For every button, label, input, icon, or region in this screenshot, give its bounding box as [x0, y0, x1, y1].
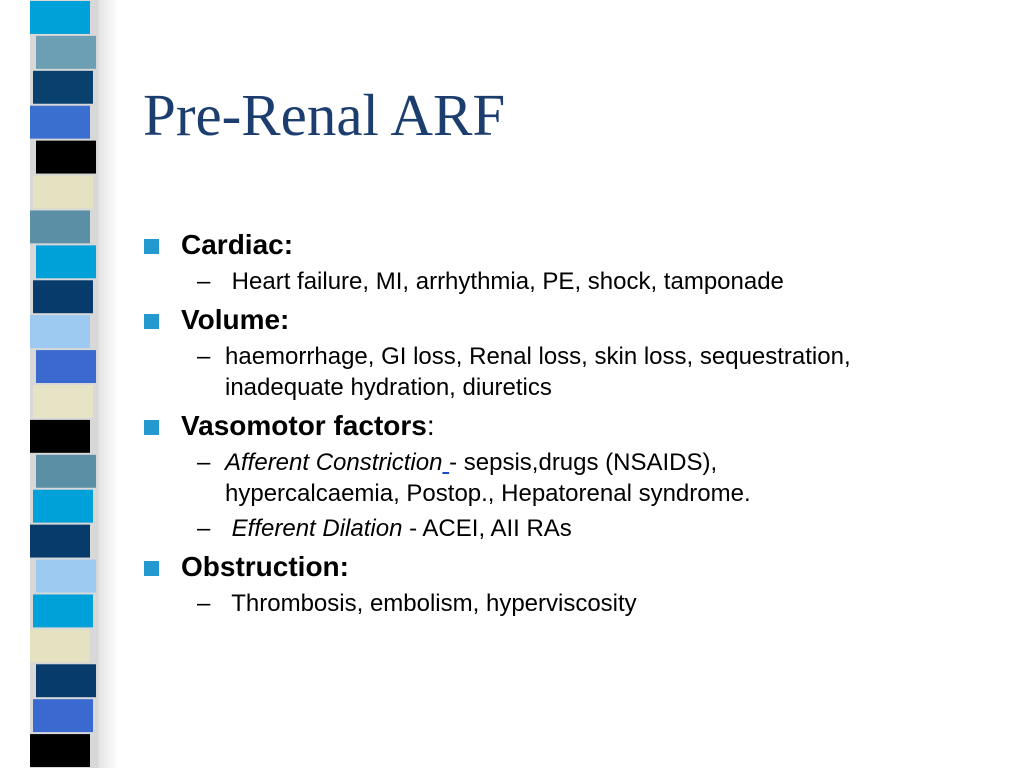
sub-bullet-text: haemorrhage, GI loss, Renal loss, skin loss, sequestration, inadequate hydration, diuretics [225, 343, 851, 401]
bullet-label: Volume: [181, 304, 290, 335]
bullet-item-volume [142, 301, 1002, 339]
square-bullet-icon [144, 314, 159, 329]
sub-bullet-item [142, 513, 1002, 544]
strip-block [30, 420, 90, 453]
decorative-color-strip [0, 0, 120, 768]
bullet-item-vasomotor [142, 407, 1002, 445]
square-bullet-icon [144, 561, 159, 576]
bullet-label [181, 410, 435, 441]
bullet-label-text: Vasomotor factors [181, 410, 427, 441]
sub-bullet-text: - sepsis,drugs (NSAIDS), hypercalcaemia, Postop., Hepatorenal syndrome. [225, 449, 751, 507]
strip-block [30, 629, 90, 662]
strip-block [33, 699, 93, 732]
bullet-list [142, 226, 1002, 623]
sub-bullet-item [142, 341, 1002, 403]
sub-bullet-item [142, 447, 1002, 509]
strip-block [36, 560, 96, 593]
strip-block [33, 594, 93, 627]
bullet-item-cardiac [142, 226, 1002, 264]
sub-bullet-text: - ACEI, AII RAs [402, 515, 572, 542]
sub-bullet-emphasis: Efferent Dilation [225, 515, 403, 542]
sub-bullet-item [142, 588, 1002, 619]
strip-block [33, 71, 93, 104]
strip-block [30, 734, 90, 767]
sub-bullet-text: Heart failure, MI, arrhythmia, PE, shock, tamponade [225, 268, 784, 295]
bullet-item-obstruction [142, 548, 1002, 586]
page-title: Pre-Renal ARF [143, 82, 506, 148]
strip-block [30, 525, 90, 558]
strip-block [30, 210, 90, 243]
strip-block [30, 1, 90, 34]
bullet-label-suffix: : [426, 410, 435, 441]
dash-bullet-icon: – [197, 268, 211, 295]
square-bullet-icon [144, 420, 159, 435]
strip-block [33, 385, 93, 418]
sub-bullet-emphasis: Afferent Constriction [225, 449, 443, 476]
strip-block [33, 490, 93, 523]
strip-block [33, 280, 93, 313]
strip-block [36, 245, 96, 278]
square-bullet-icon [144, 239, 159, 254]
dash-bullet-icon: – [197, 590, 211, 617]
strip-block [36, 350, 96, 383]
sub-bullet-text: Thrombosis, embolism, hyperviscosity [225, 590, 637, 617]
dash-bullet-icon: – [197, 449, 211, 476]
bullet-label: Cardiac: [181, 229, 294, 260]
bullet-label: Obstruction: [181, 551, 349, 582]
strip-block [36, 36, 96, 69]
dash-bullet-icon: – [197, 343, 211, 370]
strip-block [33, 176, 93, 209]
strip-block [30, 315, 90, 348]
strip-block [36, 141, 96, 174]
strip-block [30, 106, 90, 139]
strip-block [36, 664, 96, 697]
dash-bullet-icon: – [197, 515, 211, 542]
sub-bullet-item [142, 266, 1002, 297]
strip-block [36, 455, 96, 488]
